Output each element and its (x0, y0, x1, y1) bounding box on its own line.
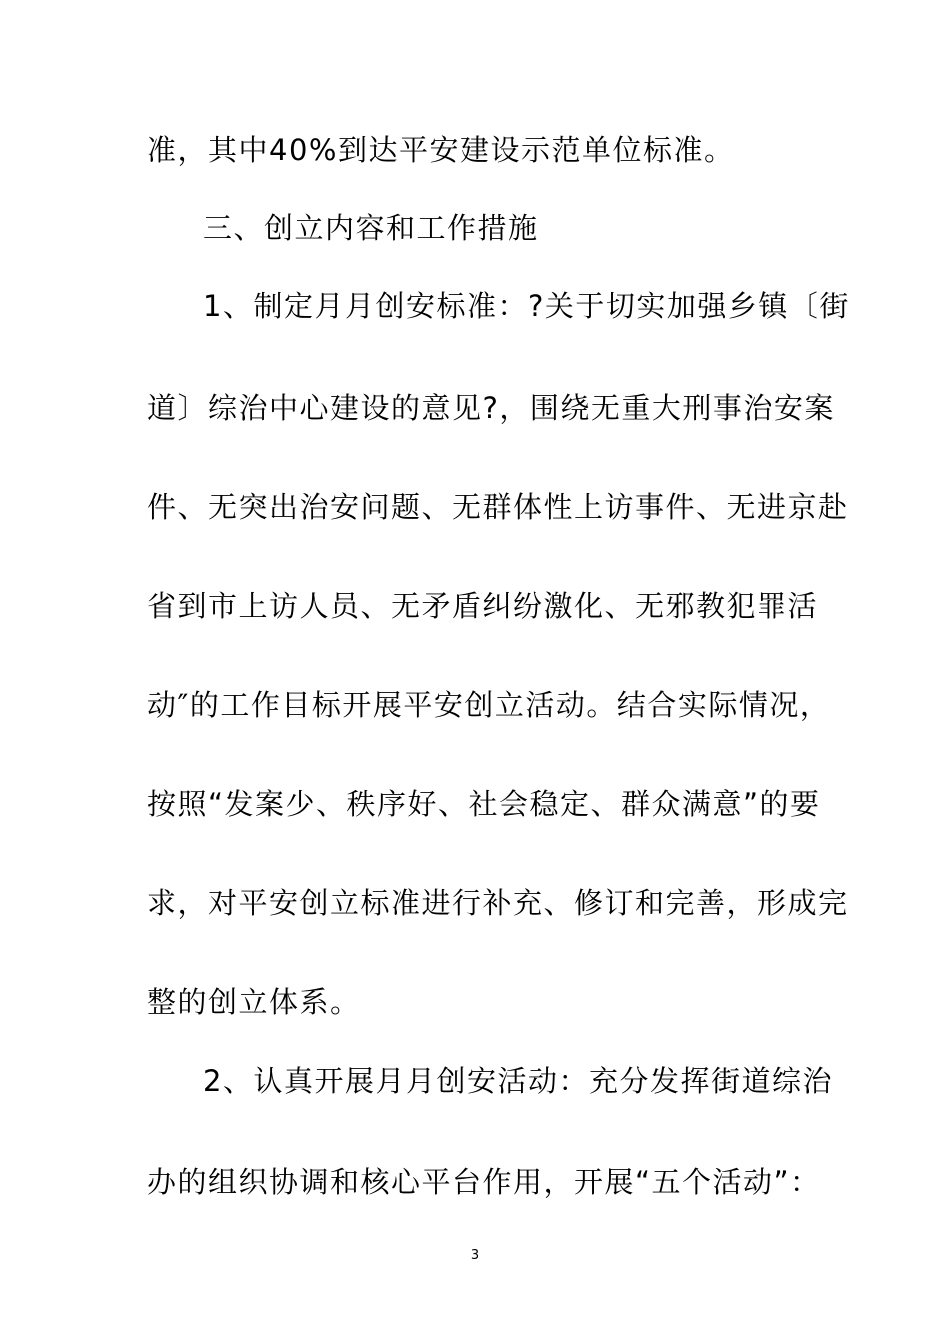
page-number: 3 (470, 1248, 480, 1263)
body-text-line: 求，对平安创立标准进行补充、修订和完善，形成完 (147, 886, 849, 920)
body-text-line: 2、认真开展月月创安活动：充分发挥街道综治 (203, 1064, 833, 1098)
body-text-line: 动″的工作目标开展平安创立活动。结合实际情况， (147, 688, 831, 722)
body-text-line: 件、无突出治安问题、无群体性上访事件、无进京赴 (147, 490, 849, 524)
body-text-line: 道〕综治中心建设的意见?，围绕无重大刑事治安案 (147, 391, 835, 425)
section-heading: 三、创立内容和工作措施 (203, 211, 539, 245)
body-text-line: 按照“发案少、秩序好、社会稳定、群众满意”的要 (147, 787, 821, 821)
body-text-line: 准，其中40%到达平安建设示范单位标准。 (147, 133, 735, 167)
body-text-line: 省到市上访人员、无矛盾纠纷激化、无邪教犯罪活 (147, 589, 819, 623)
body-text-line: 整的创立体系。 (147, 985, 361, 1019)
body-text-line: 1、制定月月创安标准：?关于切实加强乡镇〔街 (203, 289, 850, 323)
body-text-line: 办的组织协调和核心平台作用，开展“五个活动”： (147, 1165, 821, 1199)
